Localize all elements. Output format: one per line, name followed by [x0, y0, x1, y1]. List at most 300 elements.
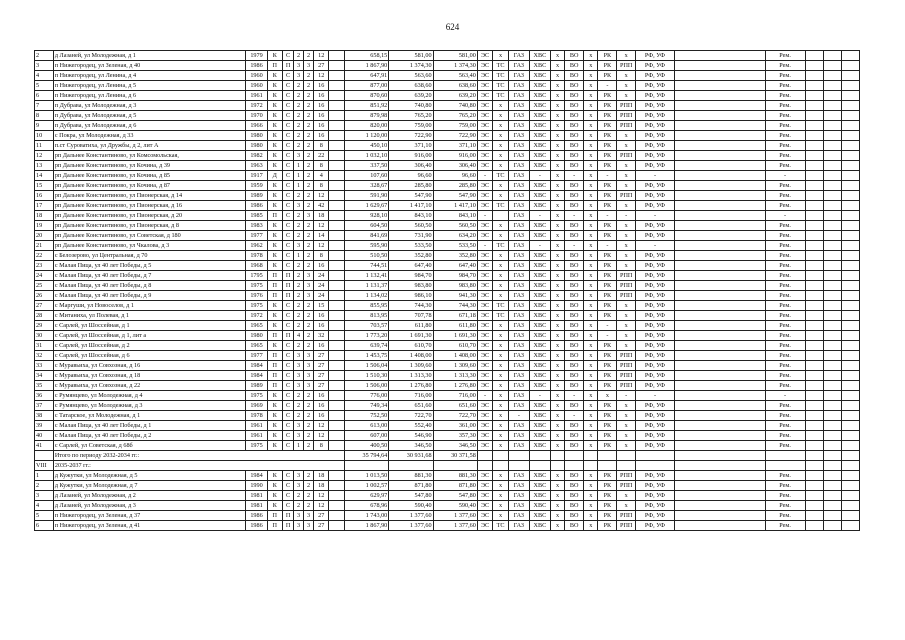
table-cell: 2 — [294, 391, 304, 401]
table-cell: 1980 — [246, 131, 267, 141]
table-cell: 765,20 — [389, 111, 433, 121]
table-cell: С — [283, 101, 294, 111]
table-cell — [824, 311, 842, 321]
table-cell — [674, 441, 765, 451]
table-cell: С — [283, 341, 294, 351]
table-cell: 1972 — [246, 101, 267, 111]
table-cell: ЭС — [477, 371, 493, 381]
table-cell — [674, 271, 765, 281]
table-cell — [805, 101, 824, 111]
table-cell: 703,57 — [344, 321, 388, 331]
table-cell: 27 — [313, 61, 329, 71]
table-cell: ВО — [565, 91, 584, 101]
table-cell: 24 — [35, 271, 54, 281]
table-cell: х — [617, 501, 636, 511]
table-cell: РФ, УФ — [636, 501, 675, 511]
table-cell: ЭС — [477, 321, 493, 331]
table-cell: 1 417,10 — [433, 201, 477, 211]
table-cell: 2 — [304, 91, 314, 101]
table-cell: 352,80 — [389, 251, 433, 261]
table-cell: 2 — [304, 481, 314, 491]
table-cell: х — [584, 311, 598, 321]
table-cell: х — [584, 151, 598, 161]
table-cell: РФ, УФ — [636, 491, 675, 501]
table-cell: 983,80 — [433, 281, 477, 291]
table-cell: 2 — [294, 141, 304, 151]
table-cell: РПП — [617, 351, 636, 361]
table-cell: ВО — [565, 401, 584, 411]
table-cell: 2 — [294, 101, 304, 111]
table-cell: х — [584, 481, 598, 491]
table-cell: 12 — [313, 431, 329, 441]
table-cell: 8 — [313, 181, 329, 191]
table-cell: 37 — [35, 401, 54, 411]
table-cell — [329, 221, 345, 231]
table-cell: х — [550, 491, 564, 501]
table-cell: 2 — [304, 71, 314, 81]
table-cell: 1 510,30 — [344, 371, 388, 381]
table-cell: - — [598, 171, 617, 181]
page-number: 624 — [445, 22, 460, 32]
table-cell — [824, 281, 842, 291]
table-cell: ГАЗ — [508, 391, 529, 401]
table-cell — [824, 181, 842, 191]
table-cell: х — [598, 391, 617, 401]
table-cell — [842, 221, 860, 231]
table-cell: РПП — [617, 101, 636, 111]
table-row — [35, 241, 860, 251]
table-cell: х — [617, 241, 636, 251]
table-cell: РПП — [617, 271, 636, 281]
table-cell: 722,70 — [389, 411, 433, 421]
table-cell: х — [550, 121, 564, 131]
table-cell: х — [584, 81, 598, 91]
table-cell: 2 — [304, 201, 314, 211]
table-row — [35, 481, 860, 491]
table-cell: х — [584, 511, 598, 521]
table-cell: 6 — [35, 91, 54, 101]
table-row — [35, 351, 860, 361]
table-cell: - — [598, 321, 617, 331]
table-cell: 346,50 — [433, 441, 477, 451]
table-cell: ГАЗ — [508, 471, 529, 481]
table-cell: РК — [598, 271, 617, 281]
table-row — [35, 521, 860, 531]
table-cell: С — [283, 301, 294, 311]
table-cell: С — [283, 261, 294, 271]
table-cell: х — [617, 161, 636, 171]
table-cell — [674, 301, 765, 311]
table-cell: К — [267, 401, 283, 411]
table-row — [35, 131, 860, 141]
table-cell: С — [283, 501, 294, 511]
table-cell: х — [550, 361, 564, 371]
table-cell: ЭС — [477, 281, 493, 291]
table-cell: РК — [598, 91, 617, 101]
table-cell: ВО — [565, 271, 584, 281]
table-cell: 1965 — [246, 341, 267, 351]
table-cell — [674, 171, 765, 181]
table-cell: ХВС — [529, 311, 550, 321]
table-cell: 552,40 — [389, 421, 433, 431]
table-cell: К — [267, 491, 283, 501]
table-cell: 1975 — [246, 301, 267, 311]
table-cell: 1984 — [246, 361, 267, 371]
table-cell: 2 — [304, 181, 314, 191]
table-cell: 595,90 — [344, 241, 388, 251]
table-cell: РФ, УФ — [636, 481, 675, 491]
table-cell: РК — [598, 311, 617, 321]
table-cell: 2 — [304, 301, 314, 311]
table-cell — [329, 371, 345, 381]
table-cell: ВО — [565, 481, 584, 491]
table-cell: 2 — [304, 411, 314, 421]
table-cell: 651,60 — [433, 401, 477, 411]
table-cell: К — [267, 181, 283, 191]
table-row — [35, 291, 860, 301]
table-cell: х — [493, 271, 509, 281]
table-cell — [805, 341, 824, 351]
table-cell — [674, 121, 765, 131]
table-cell: 1 002,57 — [344, 481, 388, 491]
table-cell: ЭС — [477, 411, 493, 421]
table-cell: С — [283, 321, 294, 331]
table-cell: РК — [598, 111, 617, 121]
table-cell: х — [584, 131, 598, 141]
table-cell: С — [283, 121, 294, 131]
table-row — [35, 511, 860, 521]
table-cell: 39 — [35, 421, 54, 431]
table-cell: 1978 — [246, 411, 267, 421]
table-cell: ЭС — [477, 511, 493, 521]
total-living-area: 30 931,68 — [389, 451, 433, 461]
table-cell: 16 — [313, 121, 329, 131]
table-cell: 12 — [313, 191, 329, 201]
table-cell: С — [283, 371, 294, 381]
table-cell: К — [267, 241, 283, 251]
table-cell — [329, 261, 345, 271]
table-cell — [674, 471, 765, 481]
table-cell — [805, 471, 824, 481]
table-cell: х — [550, 221, 564, 231]
table-cell: РПП — [617, 291, 636, 301]
table-cell — [805, 141, 824, 151]
table-cell — [842, 381, 860, 391]
housing-table — [34, 50, 860, 531]
table-cell — [824, 361, 842, 371]
table-cell — [824, 101, 842, 111]
table-cell: ЭС — [477, 481, 493, 491]
table-cell: К — [267, 151, 283, 161]
table-cell: 871,80 — [433, 481, 477, 491]
table-cell: с Румянцево, ул Молодежная, д 3 — [53, 401, 246, 411]
table-cell: 2 — [304, 161, 314, 171]
table-cell: К — [267, 231, 283, 241]
table-cell: РФ, УФ — [636, 221, 675, 231]
table-cell: 2 — [294, 281, 304, 291]
table-cell — [842, 211, 860, 221]
table-cell: РК — [598, 161, 617, 171]
table-cell — [842, 271, 860, 281]
table-cell: 590,40 — [433, 501, 477, 511]
table-cell: - — [617, 391, 636, 401]
table-cell: Рем. — [765, 261, 805, 271]
table-cell: 843,10 — [389, 211, 433, 221]
table-cell: ГАЗ — [508, 251, 529, 261]
table-cell: х — [493, 401, 509, 411]
table-cell: 1969 — [246, 401, 267, 411]
table-cell: 2 — [304, 501, 314, 511]
table-cell: Рем. — [765, 521, 805, 531]
table-cell: К — [267, 141, 283, 151]
table-cell — [329, 521, 345, 531]
table-cell: К — [267, 71, 283, 81]
table-cell: х — [584, 171, 598, 181]
table-row — [35, 261, 860, 271]
table-cell: С — [283, 441, 294, 451]
table-cell — [329, 51, 345, 61]
table-cell — [329, 361, 345, 371]
table-cell: 3 — [304, 511, 314, 521]
table-cell: Рем. — [765, 291, 805, 301]
table-cell: ХВС — [529, 121, 550, 131]
table-cell: РФ, УФ — [636, 511, 675, 521]
table-cell: РФ, УФ — [636, 371, 675, 381]
table-cell: х — [584, 391, 598, 401]
table-cell: ХВС — [529, 341, 550, 351]
table-cell: 716,00 — [433, 391, 477, 401]
table-cell: - — [598, 81, 617, 91]
table-cell: х — [493, 381, 509, 391]
table-cell: С — [283, 491, 294, 501]
table-cell: х — [550, 281, 564, 291]
table-cell — [493, 211, 509, 221]
table-cell — [329, 481, 345, 491]
table-cell — [842, 441, 860, 451]
table-cell: 27 — [313, 381, 329, 391]
table-cell: С — [283, 361, 294, 371]
table-cell: РФ, УФ — [636, 111, 675, 121]
table-cell: 1 309,60 — [433, 361, 477, 371]
table-cell: 3 — [294, 151, 304, 161]
table-cell: 3 — [304, 371, 314, 381]
table-cell: х — [550, 401, 564, 411]
table-cell — [842, 391, 860, 401]
table-cell — [805, 291, 824, 301]
table-cell: ГАЗ — [508, 71, 529, 81]
table-cell: - — [565, 411, 584, 421]
table-cell: 8 — [313, 161, 329, 171]
table-cell: ЭС — [477, 361, 493, 371]
table-cell — [805, 321, 824, 331]
table-cell — [674, 491, 765, 501]
table-cell: 547,90 — [389, 191, 433, 201]
table-cell: х — [550, 151, 564, 161]
table-cell: 634,20 — [433, 231, 477, 241]
table-cell: 3 — [304, 381, 314, 391]
table-cell: 1 013,50 — [344, 471, 388, 481]
table-cell: п Дубрава, ул Молодежная, д 3 — [53, 101, 246, 111]
table-cell: 1981 — [246, 491, 267, 501]
table-cell: ГАЗ — [508, 141, 529, 151]
table-cell: 533,50 — [433, 241, 477, 251]
table-cell: 1 — [35, 471, 54, 481]
table-cell: П — [283, 511, 294, 521]
table-cell: х — [584, 111, 598, 121]
table-cell: х — [584, 491, 598, 501]
table-cell — [842, 121, 860, 131]
table-cell: с Муравьиха, ул Совхозная, д 22 — [53, 381, 246, 391]
table-cell: Рем. — [765, 491, 805, 501]
table-cell: ГАЗ — [508, 101, 529, 111]
table-cell: 740,80 — [389, 101, 433, 111]
table-cell: ГАЗ — [508, 311, 529, 321]
table-cell: 7 — [35, 101, 54, 111]
table-cell: ЭС — [477, 221, 493, 231]
table-cell: Рем. — [765, 231, 805, 241]
table-cell: РФ, УФ — [636, 341, 675, 351]
table-cell: Рем. — [765, 121, 805, 131]
table-cell: 2 — [304, 311, 314, 321]
table-cell: 3 — [294, 381, 304, 391]
table-cell: 3 — [304, 271, 314, 281]
table-cell: х — [584, 61, 598, 71]
table-cell: 629,97 — [344, 491, 388, 501]
table-cell: ХВС — [529, 331, 550, 341]
table-cell: ВО — [565, 281, 584, 291]
table-cell: РК — [598, 521, 617, 531]
table-cell: ЭС — [477, 201, 493, 211]
table-cell: ХВС — [529, 151, 550, 161]
table-cell: П — [267, 211, 283, 221]
table-cell: 581,00 — [389, 51, 433, 61]
table-cell: ГАЗ — [508, 481, 529, 491]
table-cell: 563,40 — [433, 71, 477, 81]
table-cell: 4 — [313, 171, 329, 181]
table-cell: х — [493, 441, 509, 451]
table-cell: х — [584, 201, 598, 211]
table-cell: РК — [598, 351, 617, 361]
table-cell: рп Дальнее Константиново, ул Пионерская, д 14 — [53, 191, 246, 201]
table-cell: 16 — [35, 191, 54, 201]
table-row — [35, 331, 860, 341]
table-cell: ХВС — [529, 231, 550, 241]
table-cell: ХВС — [529, 401, 550, 411]
table-cell: 613,00 — [344, 421, 388, 431]
table-row — [35, 441, 860, 451]
table-cell: 983,80 — [389, 281, 433, 291]
table-cell: 1 — [294, 251, 304, 261]
table-cell: 916,00 — [389, 151, 433, 161]
table-cell — [674, 131, 765, 141]
table-cell — [329, 341, 345, 351]
table-cell — [329, 381, 345, 391]
table-cell — [824, 231, 842, 241]
table-row — [35, 341, 860, 351]
table-cell: 1960 — [246, 81, 267, 91]
table-cell — [805, 171, 824, 181]
table-cell: х — [617, 181, 636, 191]
table-cell: 560,50 — [433, 221, 477, 231]
table-cell: 361,00 — [433, 421, 477, 431]
table-cell: рп Дальнее Константиново, ул Комсомольская, — [53, 151, 246, 161]
table-cell: ВО — [565, 371, 584, 381]
table-cell: РФ, УФ — [636, 361, 675, 371]
table-cell: 1982 — [246, 151, 267, 161]
table-cell — [805, 271, 824, 281]
table-cell — [674, 401, 765, 411]
table-cell: 841,69 — [344, 231, 388, 241]
table-cell: К — [267, 221, 283, 231]
table-cell: ГАЗ — [508, 191, 529, 201]
table-cell: РК — [598, 101, 617, 111]
table-cell: 12 — [35, 151, 54, 161]
table-cell: 3 — [294, 371, 304, 381]
table-cell: 27 — [313, 521, 329, 531]
table-cell: - — [477, 211, 493, 221]
table-cell: х — [493, 411, 509, 421]
table-cell: 533,50 — [389, 241, 433, 251]
table-cell: ХВС — [529, 321, 550, 331]
table-cell: 14 — [35, 171, 54, 181]
table-cell: х — [584, 301, 598, 311]
table-cell — [329, 111, 345, 121]
table-body-section — [35, 471, 860, 531]
table-cell: ХВС — [529, 61, 550, 71]
table-cell: 2 — [294, 301, 304, 311]
table-cell: П — [283, 271, 294, 281]
table-cell: РК — [598, 431, 617, 441]
table-cell: П — [283, 331, 294, 341]
table-cell: Рем. — [765, 441, 805, 451]
table-cell: х — [584, 341, 598, 351]
table-cell: 1 417,10 — [389, 201, 433, 211]
table-cell: ВО — [565, 431, 584, 441]
table-cell: х — [617, 431, 636, 441]
table-cell: 2 — [294, 291, 304, 301]
table-cell: 306,40 — [389, 161, 433, 171]
table-cell: 1978 — [246, 251, 267, 261]
table-cell — [805, 431, 824, 441]
table-cell: х — [493, 111, 509, 121]
table-cell: 2 — [304, 341, 314, 351]
table-cell: 2 — [304, 51, 314, 61]
table-cell: 22 — [35, 251, 54, 261]
table-cell: х — [550, 241, 564, 251]
table-cell: ВО — [565, 321, 584, 331]
table-cell: РК — [598, 231, 617, 241]
table-cell: 16 — [313, 411, 329, 421]
table-cell: ЭС — [477, 271, 493, 281]
table-cell: х — [550, 291, 564, 301]
table-cell: ГАЗ — [508, 441, 529, 451]
table-cell: 1981 — [246, 501, 267, 511]
table-cell — [674, 251, 765, 261]
table-cell: 820,00 — [344, 121, 388, 131]
table-cell — [329, 271, 345, 281]
table-cell: 1961 — [246, 91, 267, 101]
table-cell — [674, 191, 765, 201]
table-cell: ТС — [493, 301, 509, 311]
table-cell: 1 691,30 — [433, 331, 477, 341]
table-cell: х — [617, 491, 636, 501]
table-cell: ТС — [493, 241, 509, 251]
table-cell: РПП — [617, 151, 636, 161]
table-cell: 285,80 — [389, 181, 433, 191]
table-cell: 2 — [304, 441, 314, 451]
table-cell: Рем. — [765, 511, 805, 521]
table-cell: 352,80 — [433, 251, 477, 261]
